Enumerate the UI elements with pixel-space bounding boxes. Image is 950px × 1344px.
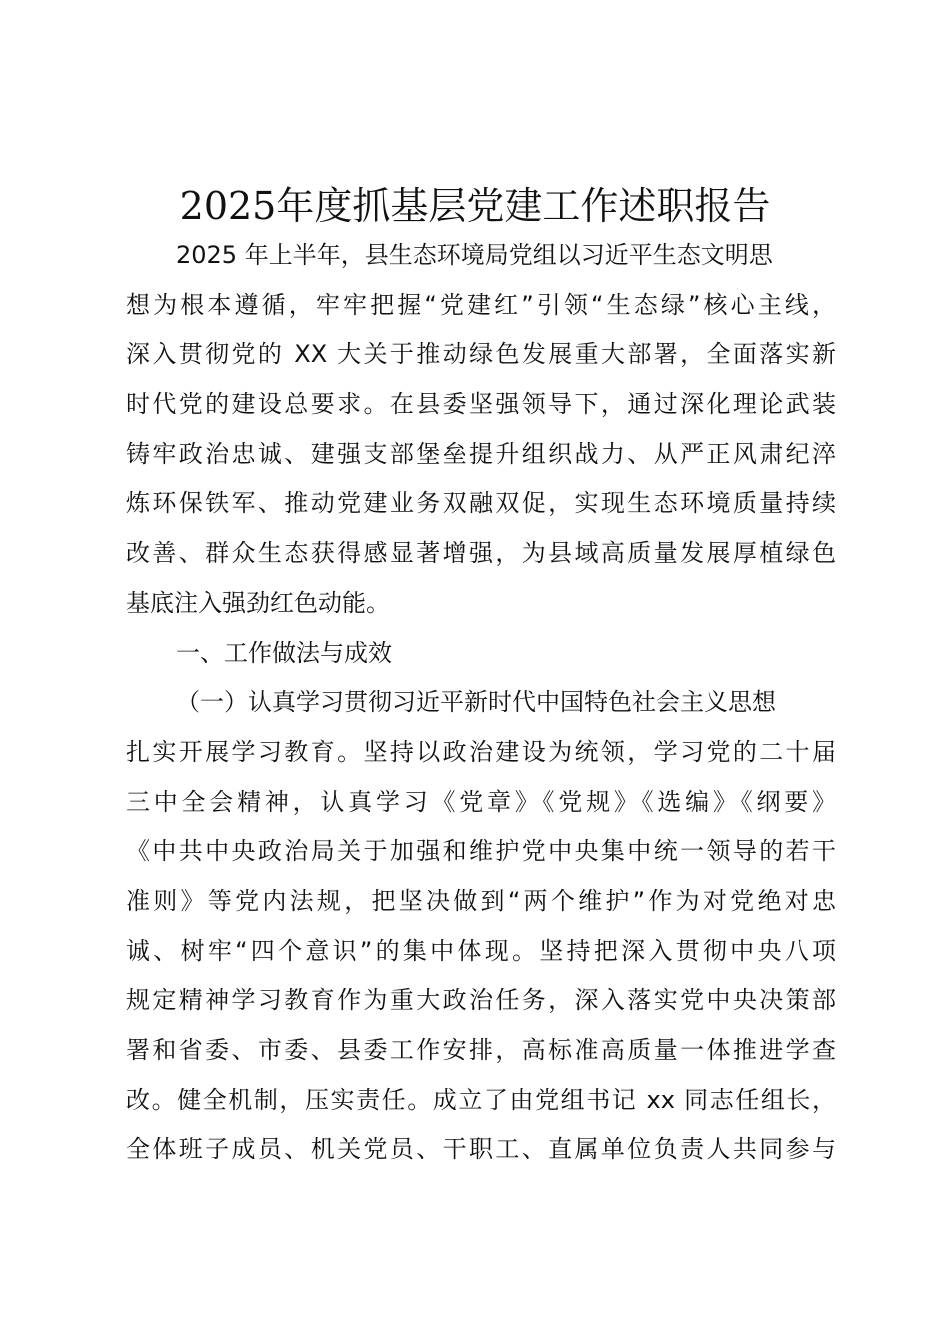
paragraph-line: 扎实开展学习教育。坚持以政治建设为统领，学习党的二十届 <box>126 737 836 766</box>
paragraph-line: 深入贯彻党的 XX 大关于推动绿色发展重大部署，全面落实新 <box>126 340 836 369</box>
paragraph-line: 三中全会精神，认真学习《党章》《党规》《选编》《纲要》 <box>126 787 836 816</box>
paragraph-line: 时代党的建设总要求。在县委坚强领导下，通过深化理论武装 <box>126 390 836 419</box>
document-title: 2025年度抓基层党建工作述职报告 <box>179 184 771 228</box>
paragraph-line: 署和省委、市委、县委工作安排，高标准高质量一体推进学查 <box>126 1036 836 1064</box>
paragraph-line: 2025 年上半年，县生态环境局党组以习近平生态文明思 <box>176 241 773 269</box>
paragraph-line: 全体班子成员、机关党员、干职工、直属单位负责人共同参与 <box>126 1135 836 1164</box>
section-heading: 一、工作做法与成效 <box>176 638 392 667</box>
paragraph-line: 改。健全机制，压实责任。成立了由党组书记 xx 同志任组长， <box>126 1085 836 1114</box>
paragraph-line: 诚、树牢“四个意识”的集中体现。坚持把深入贯彻中央八项 <box>126 936 836 965</box>
paragraph-line: 规定精神学习教育作为重大政治任务，深入落实党中央决策部 <box>126 986 836 1015</box>
paragraph-line: 基底注入强劲红色动能。 <box>126 588 390 617</box>
paragraph-line: 铸牢政治忠诚、建强支部堡垒提升组织战力、从严正风肃纪淬 <box>126 439 836 468</box>
paragraph-line: 准则》等党内法规，把坚决做到“两个维护”作为对党绝对忠 <box>126 886 836 915</box>
paragraph-line: 改善、群众生态获得感显著增强，为县域高质量发展厚植绿色 <box>126 539 836 568</box>
subsection-heading-line: （一）认真学习贯彻习近平新时代中国特色社会主义思想 <box>176 688 776 717</box>
paragraph-line: 想为根本遵循，牢牢把握“党建红”引领“生态绿”核心主线， <box>126 290 836 319</box>
paragraph-line: 《中共中央政治局关于加强和维护党中央集中统一领导的若干 <box>126 837 836 866</box>
document-body <box>126 231 836 1175</box>
paragraph-line: 炼环保铁军、推动党建业务双融双促，实现生态环境质量持续 <box>126 489 836 518</box>
